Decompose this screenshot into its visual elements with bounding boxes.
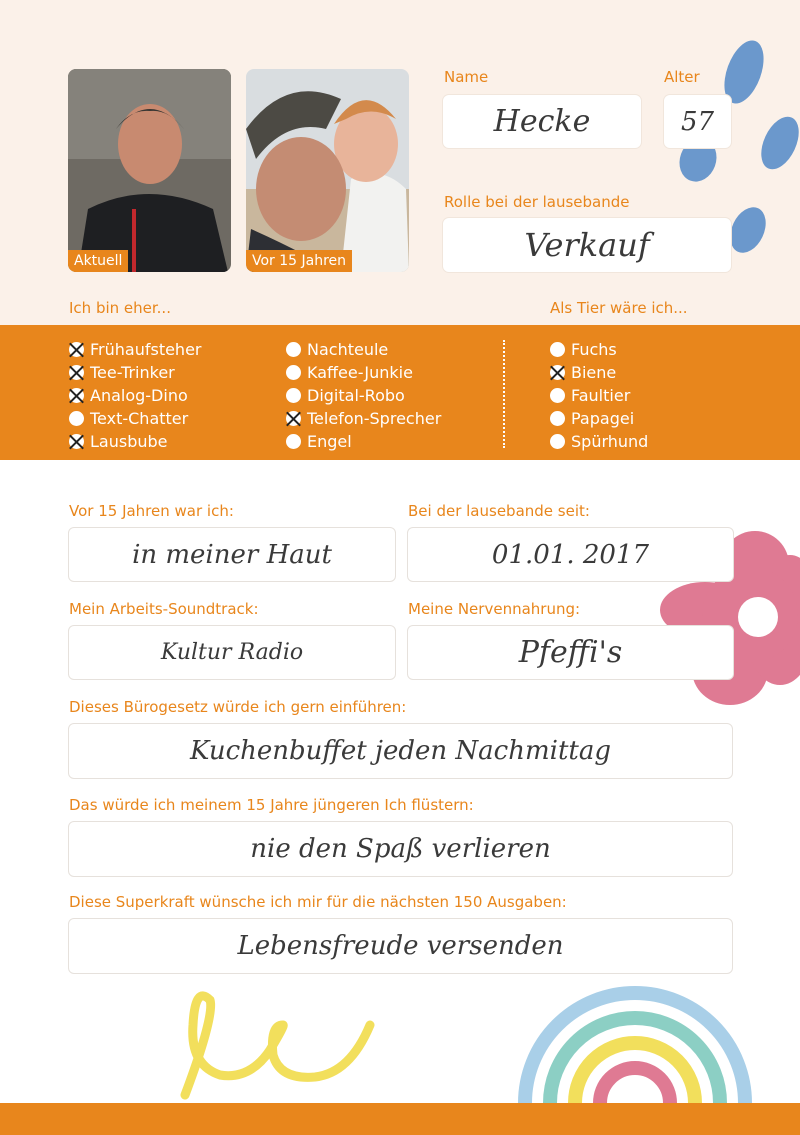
option-telefon-sprecher[interactable] bbox=[286, 409, 441, 428]
option-label: Tee-Trinker bbox=[90, 363, 175, 382]
checkbox-icon bbox=[286, 365, 301, 380]
checkbox-icon bbox=[550, 365, 565, 380]
photo-current-caption: Aktuell bbox=[68, 250, 128, 272]
checkbox-icon bbox=[550, 411, 565, 426]
snack-label: Meine Nervennahrung: bbox=[408, 600, 581, 618]
past-self-label: Vor 15 Jahren war ich: bbox=[69, 502, 234, 520]
name-label: Name bbox=[444, 68, 489, 86]
option-label: Engel bbox=[307, 432, 352, 451]
whisper-label: Das würde ich meinem 15 Jahre jüngeren Ich flüstern: bbox=[69, 796, 474, 814]
option-engel[interactable] bbox=[286, 432, 352, 451]
option-nachteule[interactable] bbox=[286, 340, 388, 359]
options-divider bbox=[503, 340, 505, 448]
option-kaffee-junkie[interactable] bbox=[286, 363, 413, 382]
checkbox-icon bbox=[550, 434, 565, 449]
law-field[interactable]: Kuchenbuffet jeden Nachmittag bbox=[68, 723, 733, 779]
checkbox-icon bbox=[550, 388, 565, 403]
photo-past-caption: Vor 15 Jahren bbox=[246, 250, 352, 272]
option-tee-trinker[interactable] bbox=[69, 363, 175, 382]
option-label: Papagei bbox=[571, 409, 635, 428]
animal-heading: Als Tier wäre ich... bbox=[550, 299, 688, 317]
past-self-field[interactable]: in meiner Haut bbox=[68, 527, 396, 582]
role-label: Rolle bei der lausebande bbox=[444, 193, 630, 211]
option-label: Biene bbox=[571, 363, 617, 382]
option-label: Kaffee-Junkie bbox=[307, 363, 413, 382]
power-field[interactable]: Lebensfreude versenden bbox=[68, 918, 733, 974]
option-label: Frühaufsteher bbox=[90, 340, 202, 359]
yellow-squiggle-decoration bbox=[175, 985, 395, 1103]
option-lausbube[interactable] bbox=[69, 432, 168, 451]
option-text-chatter[interactable] bbox=[69, 409, 188, 428]
checkbox-icon bbox=[69, 434, 84, 449]
rainbow-decoration bbox=[505, 985, 765, 1103]
snack-field[interactable]: Pfeffi's bbox=[407, 625, 734, 680]
option-label: Lausbube bbox=[90, 432, 168, 451]
traits-heading: Ich bin eher... bbox=[69, 299, 171, 317]
current-photo-image bbox=[68, 69, 231, 272]
photo-past bbox=[246, 69, 409, 272]
option-label: Telefon-Sprecher bbox=[307, 409, 442, 428]
option-fruehaufsteher[interactable] bbox=[69, 340, 202, 359]
option-label: Nachteule bbox=[307, 340, 389, 359]
checkbox-icon bbox=[286, 434, 301, 449]
since-field[interactable]: 01.01. 2017 bbox=[407, 527, 734, 582]
option-faultier[interactable] bbox=[550, 386, 630, 405]
checkbox-icon bbox=[69, 342, 84, 357]
option-fuchs[interactable] bbox=[550, 340, 617, 359]
option-spuerhund[interactable] bbox=[550, 432, 648, 451]
role-field[interactable]: Verkauf bbox=[443, 218, 731, 272]
option-papagei[interactable] bbox=[550, 409, 634, 428]
since-label: Bei der lausebande seit: bbox=[408, 502, 590, 520]
option-label: Fuchs bbox=[571, 340, 617, 359]
age-field[interactable]: 57 bbox=[664, 95, 731, 148]
photo-current bbox=[68, 69, 231, 272]
option-analog-dino[interactable] bbox=[69, 386, 188, 405]
law-label: Dieses Bürogesetz würde ich gern einführen: bbox=[69, 698, 407, 716]
checkbox-icon bbox=[286, 388, 301, 403]
checkbox-icon bbox=[69, 388, 84, 403]
option-label: Digital-Robo bbox=[307, 386, 405, 405]
past-photo-image bbox=[246, 69, 409, 272]
soundtrack-field[interactable]: Kultur Radio bbox=[68, 625, 396, 680]
power-label: Diese Superkraft wünsche ich mir für die nächsten 150 Ausgaben: bbox=[69, 893, 567, 911]
whisper-field[interactable]: nie den Spaß verlieren bbox=[68, 821, 733, 877]
option-label: Text-Chatter bbox=[90, 409, 189, 428]
name-field[interactable]: Hecke bbox=[443, 95, 641, 148]
checkbox-icon bbox=[286, 342, 301, 357]
option-label: Faultier bbox=[571, 386, 631, 405]
option-biene[interactable] bbox=[550, 363, 616, 382]
checkbox-icon bbox=[69, 365, 84, 380]
soundtrack-label: Mein Arbeits-Soundtrack: bbox=[69, 600, 259, 618]
option-digital-robo[interactable] bbox=[286, 386, 405, 405]
footer-bar bbox=[0, 1103, 800, 1135]
age-label: Alter bbox=[664, 68, 700, 86]
checkbox-icon bbox=[286, 411, 301, 426]
option-label: Spürhund bbox=[571, 432, 649, 451]
checkbox-icon bbox=[550, 342, 565, 357]
checkbox-icon bbox=[69, 411, 84, 426]
option-label: Analog-Dino bbox=[90, 386, 188, 405]
